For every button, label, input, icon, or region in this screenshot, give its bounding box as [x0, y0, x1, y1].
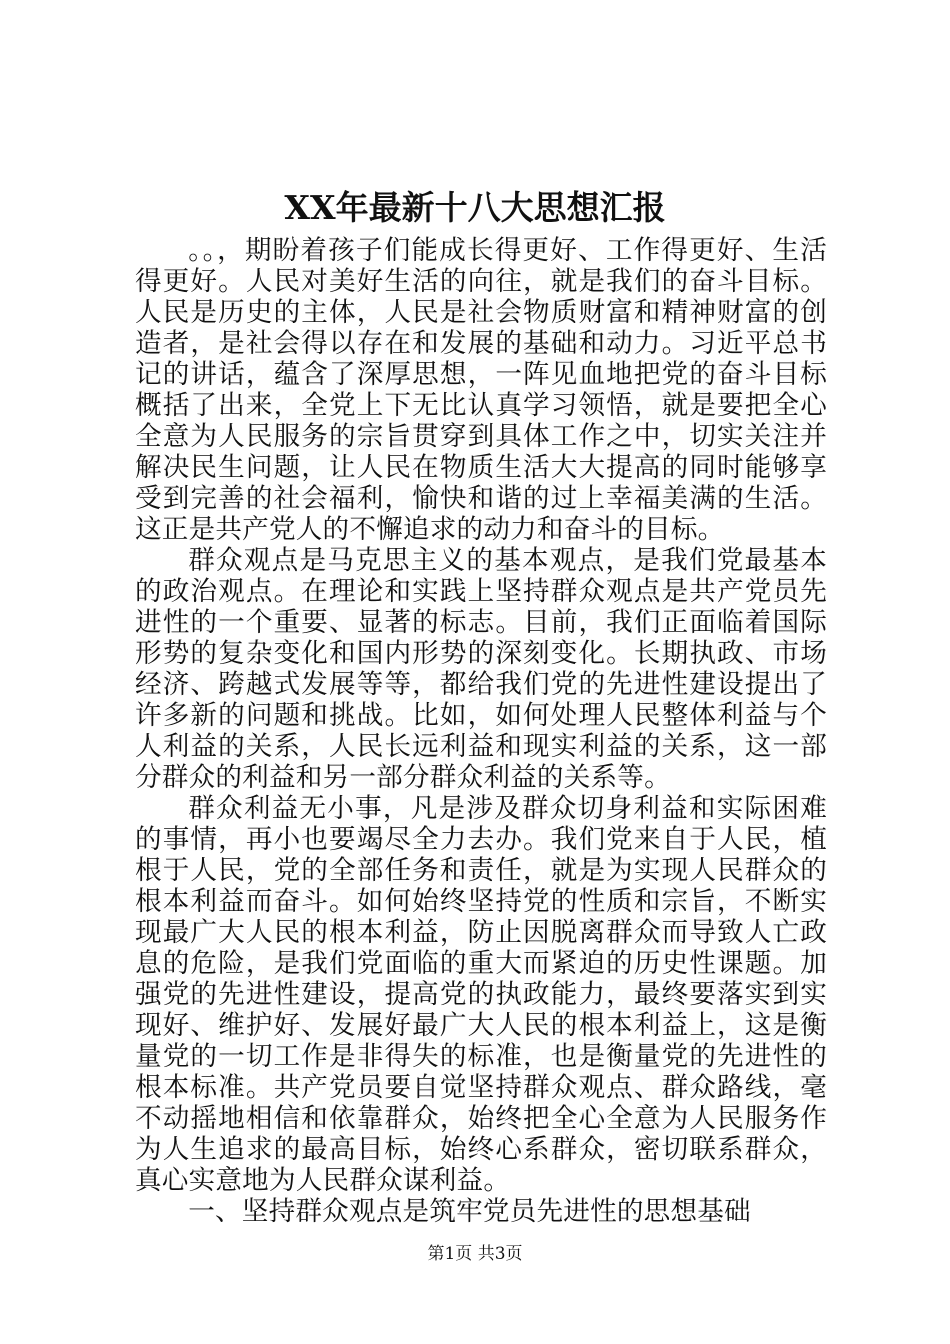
paragraph-1: 。。，期盼着孩子们能成长得更好、工作得更好、生活得更好。人民对美好生活的向往，就是我们的奋斗目标。人民是历史的主体，人民是社会物质财富和精神财富的创造者，是社会得以存在和发展的基础和动力。习近平总书记的讲话，蕴含了深厚思想，一阵见血地把党的奋斗目标概括了出来，全党上下无比认真学习领悟，就是要把全心全意为人民服务的宗旨贯穿到具体工作之中，切实关注并解决民生问题，让人民在物质生活大大提高的同时能够享受到完善的社会福利，愉快和谐的过上幸福美满的生活。这正是共产党人的不懈追求的动力和奋斗的目标。 [135, 235, 827, 545]
section-heading: 一、坚持群众观点是筑牢党员先进性的思想基础 [188, 1196, 751, 1227]
page-footer: 第1页 共3页 [427, 1244, 523, 1264]
paragraph-3: 群众利益无小事，凡是涉及群众切身利益和实际困难的事情，再小也要竭尽全力去办。我们党来自于人民，植根于人民，党的全部任务和责任，就是为实现人民群众的根本利益而奋斗。如何始终坚持党的性质和宗旨，不断实现最广大人民的根本利益，防止因脱离群众而导致人亡政息的危险，是我们党面临的重大而紧迫的历史性课题。加强党的先进性建设，提高党的执政能力，最终要落实到实现好、维护好、发展好最广大人民的根本利益上，这是衡量党的一切工作是非得失的标准，也是衡量党的先进性的根本标准。共产党员要自觉坚持群众观点、群众路线，毫不动摇地相信和依靠群众，始终把全心全意为人民服务作为人生追求的最高目标，始终心系群众，密切联系群众，真心实意地为人民群众谋利益。 [135, 793, 827, 1196]
document-body [135, 235, 827, 1227]
document-title: XX年最新十八大思想汇报 [284, 188, 666, 227]
paragraph-2: 群众观点是马克思主义的基本观点，是我们党最基本的政治观点。在理论和实践上坚持群众观点是共产党员先进性的一个重要、显著的标志。目前，我们正面临着国际形势的复杂变化和国内形势的深刻变化。长期执政、市场经济、跨越式发展等等，都给我们党的先进性建设提出了许多新的问题和挑战。比如，如何处理人民整体利益与个人利益的关系，人民长远利益和现实利益的关系，这一部分群众的利益和另一部分群众利益的关系等。 [135, 545, 827, 793]
